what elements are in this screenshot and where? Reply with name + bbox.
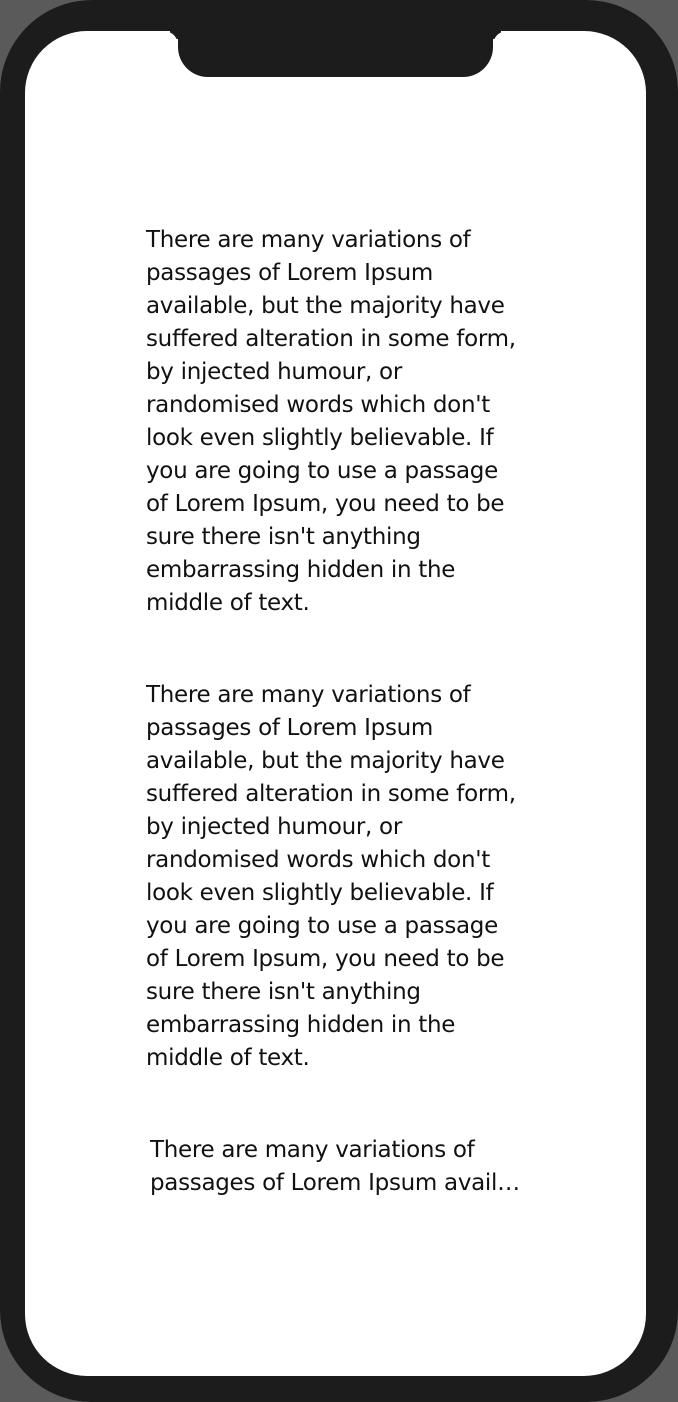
- device-notch: [178, 31, 493, 77]
- paragraph-full-1: There are many variations of passages of Lorem Ipsum available, but the majority have suffered alteration in some form, by injected humour, or randomised words which don't look even slightly believable. If you are going to use a passage of Lorem Ipsum, you need to be sure there isn't anything embarrassing hidden in the middle of text.: [146, 227, 516, 616]
- paragraph-truncated: There are many variations of passages of Lorem Ipsum avail…: [150, 1137, 520, 1196]
- screen: [25, 31, 646, 1376]
- paragraph-full-2: There are many variations of passages of Lorem Ipsum available, but the majority have suffered alteration in some form, by injected humour, or randomised words which don't look even slightly believable. If you are going to use a passage of Lorem Ipsum, you need to be sure there isn't anything embarrassing hidden in the middle of text.: [146, 682, 516, 1071]
